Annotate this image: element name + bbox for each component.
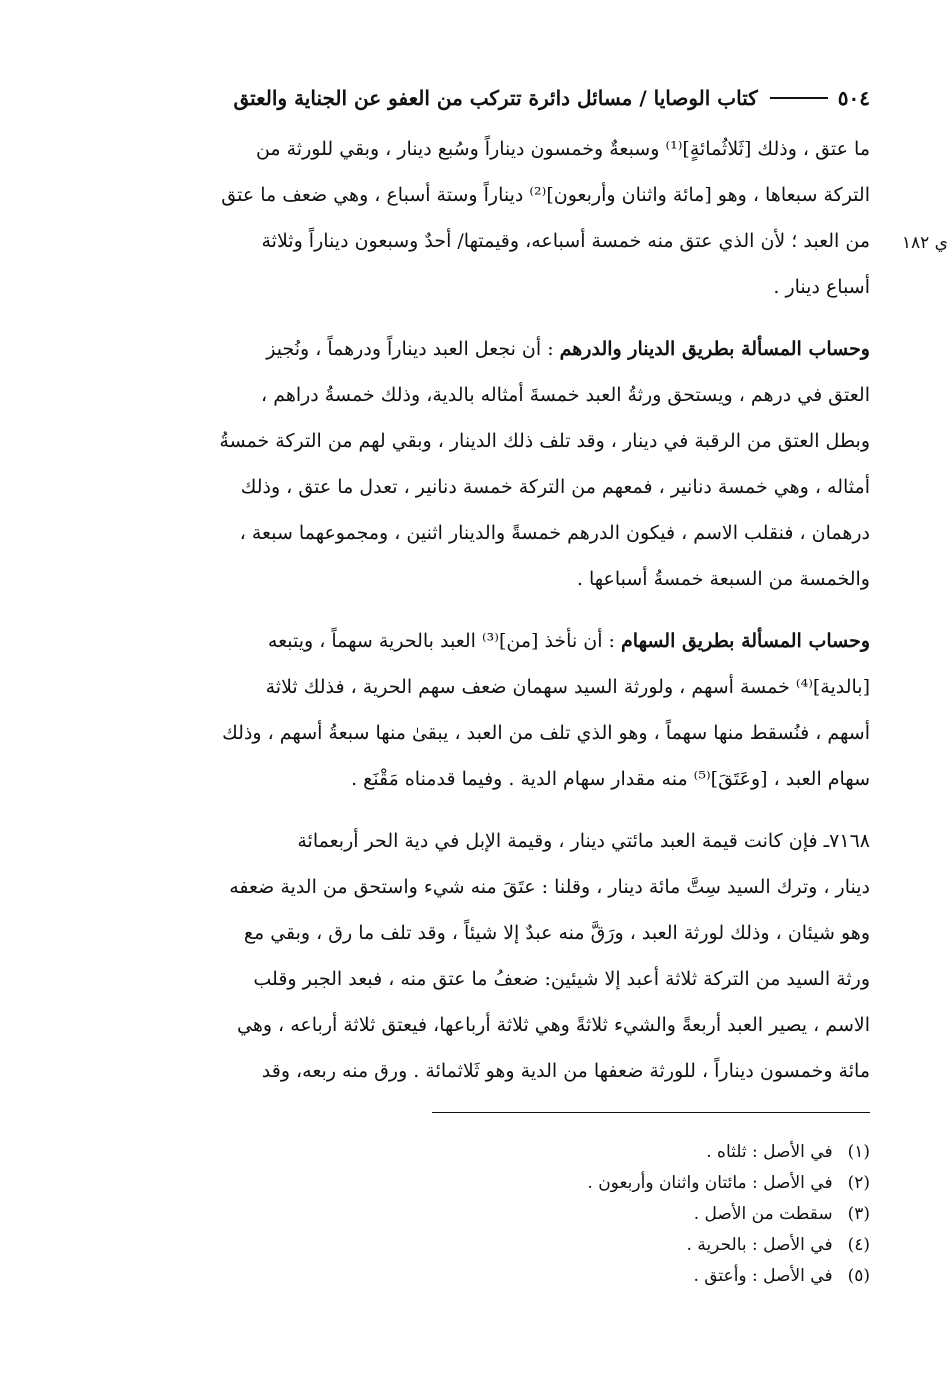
paragraph-1 bbox=[92, 126, 870, 310]
footnote-text: في الأصل : وأعتق . bbox=[693, 1266, 833, 1286]
text-line: أسباع دينار . bbox=[773, 276, 870, 298]
text-line: أمثاله ، وهي خمسة دنانير ، فمعهم من التركة خمسة دنانير ، تعدل ما عتق ، وذلك bbox=[240, 476, 870, 498]
paragraph-2 bbox=[92, 326, 870, 602]
footnote-number: (٣) bbox=[847, 1204, 870, 1224]
footnote-item bbox=[432, 1230, 870, 1261]
text-line: درهمان ، فنقلب الاسم ، فيكون الدرهم خمسةً والدينار اثنين ، ومجموعهما سبعة ، bbox=[239, 522, 870, 544]
text-line: وهو شيئان ، وذلك لورثة العبد ، ورَقَّ منه عبدٌ إلا شيئاً ، وقد تلف ما رق ، وبقي مع bbox=[243, 922, 870, 944]
paragraph-3 bbox=[92, 618, 870, 802]
footnote-item bbox=[432, 1137, 870, 1168]
footnote-item bbox=[432, 1261, 870, 1292]
page-header bbox=[92, 78, 870, 118]
bold-lead: وحساب المسألة بطريق السهام bbox=[621, 630, 870, 652]
footnote-number: (٢) bbox=[847, 1173, 870, 1193]
footnote-text: سقطت من الأصل . bbox=[693, 1204, 833, 1224]
footnote-separator bbox=[432, 1112, 870, 1113]
footnote-number: (١) bbox=[847, 1142, 870, 1162]
footnote-item bbox=[432, 1168, 870, 1199]
text-line: سهام العبد ، [وعَتَقَ]⁽⁵⁾ منه مقدار سهام الدية . وفيما قدمناه مَقْنَع . bbox=[351, 768, 870, 790]
text-line: دينار ، وترك السيد سِتَّ مائة دينار ، وقلنا : عتَقَ منه شيء واستحق من الدية ضعفه bbox=[229, 876, 870, 898]
header-rule bbox=[770, 97, 828, 99]
footnote-text: في الأصل : مائتان واثنان وأربعون . bbox=[587, 1173, 833, 1193]
footnote-number: (٥) bbox=[847, 1266, 870, 1286]
text-line: ورثة السيد من التركة ثلاثة أعبد إلا شيئين: ضعفُ ما عتق منه ، فبعد الجبر وقلب bbox=[253, 968, 870, 990]
text-line: وحساب المسألة بطريق السهام : أن نأخذ [من]⁽³⁾ العبد بالحرية سهماً ، ويتبعه bbox=[267, 630, 870, 652]
text-line: ما عتق ، وذلك [ثَلاثُمائةٍ]⁽¹⁾ وسبعةٌ وخمسون ديناراً وسُبع دينار ، وبقي للورثة من bbox=[255, 138, 870, 160]
text-line: من العبد ؛ لأن الذي عتق منه خمسة أسباعه، وقيمتها/ أحدٌ وسبعون ديناراً وثلاثة bbox=[261, 230, 870, 252]
footnote-text: في الأصل : بالحرية . bbox=[686, 1235, 833, 1255]
text-line: التركة سبعاها ، وهو [مائة واثنان وأربعون]⁽²⁾ ديناراً وستة أسباع ، وهي ضعف ما عتق bbox=[221, 184, 870, 206]
footnote-number: (٤) bbox=[847, 1235, 870, 1255]
text-line: وبطل العتق من الرقبة في دينار ، وقد تلف ذلك الدينار ، وبقي لهم من التركة خمسةُ bbox=[219, 430, 870, 452]
footnote-item bbox=[432, 1199, 870, 1230]
footnotes bbox=[432, 1137, 870, 1292]
page-number: ٥٠٤ bbox=[837, 86, 870, 110]
text-line: أسهم ، فنُسقط منها سهماً ، وهو الذي تلف من العبد ، يبقىٰ منها سبعةُ أسهم ، وذلك bbox=[222, 722, 870, 744]
text-line: [بالدية]⁽⁴⁾ خمسة أسهم ، ولورثة السيد سهمان ضعف سهم الحرية ، فذلك ثلاثة bbox=[265, 676, 870, 698]
text-line: الاسم ، يصير العبد أربعةً والشيء ثلاثةً وهي ثلاثة أرباعها، فيعتق ثلاثة أرباعه ، وهي bbox=[236, 1014, 870, 1036]
bold-lead: وحساب المسألة بطريق الدينار والدرهم bbox=[559, 338, 870, 360]
text-line: وحساب المسألة بطريق الدينار والدرهم : أن نجعل العبد ديناراً ودرهماً ، ونُجيز bbox=[266, 338, 870, 360]
text-line: مائة وخمسون ديناراً ، للورثة ضعفها من الدية وهو ثَلاثمائة . ورق منه ربعه، وقد bbox=[261, 1060, 870, 1082]
text-line: ٧١٦٨ـ فإن كانت قيمة العبد مائتي دينار ، وقيمة الإبل في دية الحر أربعمائة bbox=[297, 830, 870, 852]
margin-folio-note: ي ١٨٢ bbox=[901, 233, 948, 253]
footnote-text: في الأصل : ثلثاه . bbox=[706, 1142, 833, 1162]
text-line: والخمسة من السبعة خمسةُ أسباعها . bbox=[576, 568, 870, 590]
header-title: كتاب الوصايا / مسائل دائرة تتركب من العفو عن الجناية والعتق bbox=[233, 86, 758, 110]
text-line: العتق في درهم ، ويستحق ورثةُ العبد خمسةَ أمثاله بالدية، وذلك خمسةُ دراهم ، bbox=[261, 384, 870, 406]
main-text bbox=[92, 126, 870, 1094]
paragraph-4 bbox=[92, 818, 870, 1094]
